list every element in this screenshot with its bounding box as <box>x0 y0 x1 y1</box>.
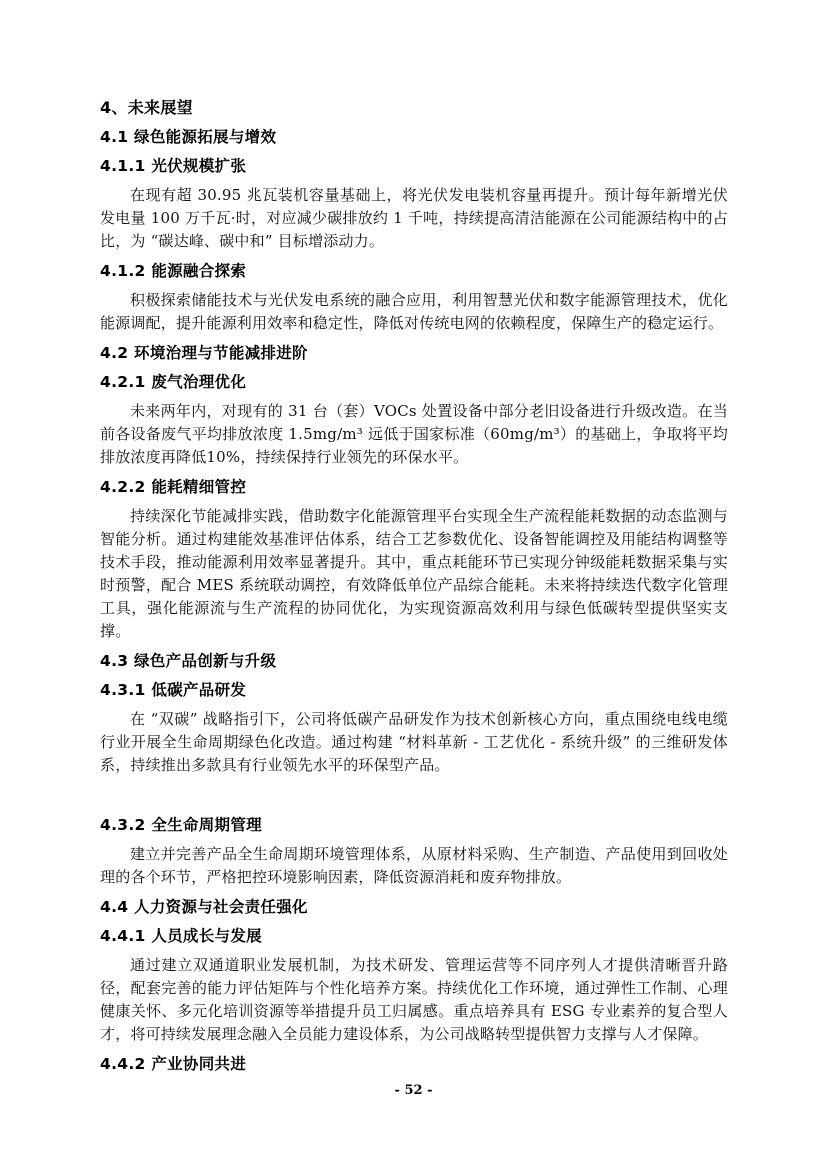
page-number: - 52 - <box>394 1083 433 1098</box>
heading-4-3-green-products: 4.3 绿色产品创新与升级 <box>100 652 277 670</box>
paragraph-4-3-1: 在 “双碳” 战略指引下，公司将低碳产品研发作为技术创新核心方向，重点围绕电线电缆行业开展全生命周期绿色化改造。通过构建 “材料革新 - 工艺优化 - 系统升级” 的三维研发体系，持续推出多款具有行业领先水平的环保型产品。 <box>100 710 728 774</box>
paragraph-4-4-1: 通过建立双通道职业发展机制，为技术研发、管理运营等不同序列人才提供清晰晋升路径，配套完善的能力评估矩阵与个性化培养方案。持续优化工作环境，通过弹性工作制、心理健康关怀、多元化培训资源等举措提升员工归属感。重点培养具有 ESG 专业素养的复合型人才，将可持续发展理念融入全员能力建设体系，为公司战略转型提供智力支撑与人才保障。 <box>100 956 728 1043</box>
heading-4-1-green-energy: 4.1 绿色能源拓展与增效 <box>100 128 277 146</box>
heading-4-3-1-low-carbon-rd: 4.3.1 低碳产品研发 <box>100 681 247 699</box>
paragraph-4-2-2: 持续深化节能减排实践，借助数字化能源管理平台实现全生产流程能耗数据的动态监测与智能分析。通过构建能效基准评估体系，结合工艺参数优化、设备智能调控及用能结构调整等技术手段，推动能源利用效率显著提升。其中，重点耗能环节已实现分钟级能耗数据采集与实时预警，配合 MES 系统联动调控，有效降低单位产品综合能耗。未来将持续迭代数字化管理工具，强化能源流与生产流程的协同优化，为实现资源高效利用与绿色低碳转型提供坚实支撑。 <box>100 507 728 640</box>
heading-4-future-outlook: 4、未来展望 <box>100 98 193 117</box>
heading-4-3-2-lifecycle-management: 4.3.2 全生命周期管理 <box>100 816 262 834</box>
heading-4-4-1-talent-growth: 4.4.1 人员成长与发展 <box>100 927 262 945</box>
heading-4-1-2-energy-fusion: 4.1.2 能源融合探索 <box>100 262 247 280</box>
document-page <box>100 90 728 1082</box>
heading-4-4-hr-social-responsibility: 4.4 人力资源与社会责任强化 <box>100 898 308 916</box>
heading-4-4-2-industry-synergy: 4.4.2 产业协同共进 <box>100 1055 247 1073</box>
heading-4-1-1-pv-expansion: 4.1.1 光伏规模扩张 <box>100 157 247 175</box>
paragraph-4-1-2: 积极探索储能技术与光伏发电系统的融合应用，利用智慧光伏和数字能源管理技术，优化能源调配，提升能源利用效率和稳定性，降低对传统电网的依赖程度，保障生产的稳定运行。 <box>100 291 728 332</box>
heading-4-2-2-energy-control: 4.2.2 能耗精细管控 <box>100 478 247 496</box>
heading-4-2-environment-governance: 4.2 环境治理与节能减排进阶 <box>100 344 308 362</box>
paragraph-4-1-1: 在现有超 30.95 兆瓦装机容量基础上，将光伏发电装机容量再提升。预计每年新增光伏发电量 100 万千瓦·时，对应减少碳排放约 1 千吨，持续提高清洁能源在公司能源结构中的占比，为 “碳达峰、碳中和” 目标增添动力。 <box>100 186 728 250</box>
paragraph-4-3-2: 建立并完善产品全生命周期环境管理体系，从原材料采购、生产制造、产品使用到回收处理的各个环节，严格把控环境影响因素，降低资源消耗和废弃物排放。 <box>100 845 728 886</box>
heading-4-2-1-waste-gas: 4.2.1 废气治理优化 <box>100 373 247 391</box>
paragraph-4-2-1: 未来两年内，对现有的 31 台（套）VOCs 处置设备中部分老旧设备进行升级改造。在当前各设备废气平均排放浓度 1.5mg/m³ 远低于国家标准（60mg/m³）的基础上，争取将平均排放浓度再降低10%，持续保持行业领先的环保水平。 <box>100 402 728 466</box>
